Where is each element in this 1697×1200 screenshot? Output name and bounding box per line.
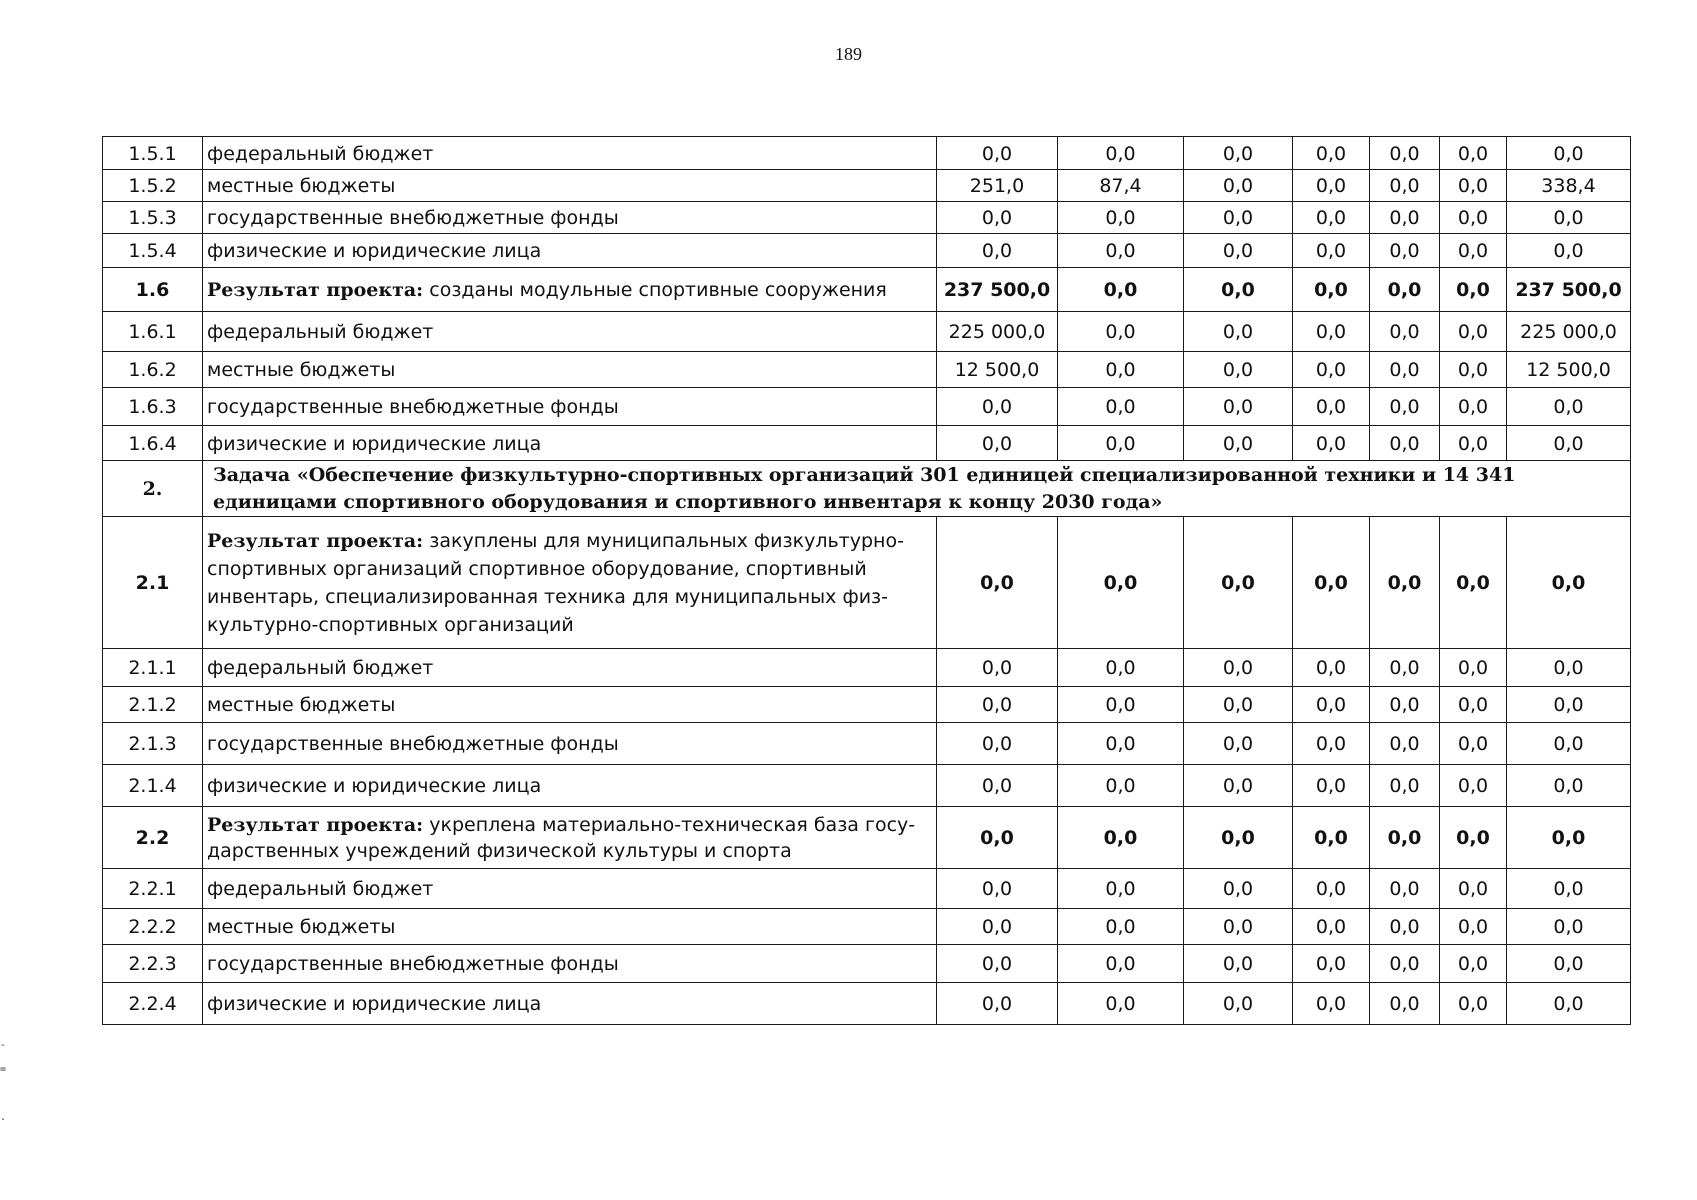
year-value: 0,0	[937, 983, 1058, 1025]
year-value: 0,0	[1293, 869, 1370, 909]
result-description	[203, 268, 937, 312]
year-value: 0,0	[1184, 312, 1293, 352]
year-value: 0,0	[1058, 388, 1184, 426]
year-value: 0,0	[1293, 723, 1370, 765]
year-value: 0,0	[1184, 388, 1293, 426]
funding-source	[203, 983, 937, 1025]
total-value: 237 500,0	[1507, 268, 1631, 312]
year-value: 0,0	[1440, 807, 1507, 869]
year-value: 87,4	[1058, 170, 1184, 202]
year-value: 237 500,0	[937, 268, 1058, 312]
description-text: местные бюджеты	[207, 175, 396, 197]
year-value: 0,0	[1370, 765, 1440, 807]
year-value: 0,0	[1440, 234, 1507, 268]
description-text: закуплены для муниципальных физкультурно-спортивных организаций спортивное оборудование, спортивный инвентарь, специализированная техника для муниципальных физ-культурно-спортивных организаций	[207, 529, 904, 636]
funding-source	[203, 426, 937, 461]
description-text: государственные внебюджетные фонды	[207, 207, 619, 229]
year-value: 0,0	[1293, 137, 1370, 170]
row-number: 1.6.2	[103, 352, 203, 388]
total-value: 0,0	[1507, 945, 1631, 983]
total-value: 0,0	[1507, 234, 1631, 268]
year-value: 0,0	[1293, 909, 1370, 945]
year-value: 0,0	[1184, 352, 1293, 388]
total-value: 0,0	[1507, 723, 1631, 765]
description-text: государственные внебюджетные фонды	[207, 396, 619, 418]
year-value: 0,0	[1440, 909, 1507, 945]
year-value: 0,0	[1058, 202, 1184, 234]
result-description	[203, 807, 937, 869]
year-value: 0,0	[1058, 312, 1184, 352]
funding-source	[203, 352, 937, 388]
table-row	[103, 869, 1631, 909]
year-value: 0,0	[1440, 649, 1507, 687]
result-label: Результат проекта:	[207, 814, 424, 836]
year-value: 0,0	[1440, 268, 1507, 312]
table-row	[103, 388, 1631, 426]
year-value: 0,0	[1058, 517, 1184, 649]
year-value: 0,0	[1370, 312, 1440, 352]
total-value: 0,0	[1507, 426, 1631, 461]
row-number: 2.	[103, 461, 203, 517]
year-value: 0,0	[1293, 517, 1370, 649]
year-value: 0,0	[1370, 352, 1440, 388]
year-value: 0,0	[937, 945, 1058, 983]
year-value: 0,0	[1370, 983, 1440, 1025]
year-value: 0,0	[1440, 983, 1507, 1025]
year-value: 0,0	[1370, 170, 1440, 202]
year-value: 0,0	[1058, 268, 1184, 312]
year-value: 0,0	[1440, 202, 1507, 234]
year-value: 0,0	[937, 426, 1058, 461]
description-text: федеральный бюджет	[207, 878, 434, 900]
year-value: 0,0	[1370, 426, 1440, 461]
row-number: 2.1.4	[103, 765, 203, 807]
year-value: 0,0	[1058, 426, 1184, 461]
year-value: 0,0	[1058, 234, 1184, 268]
year-value: 0,0	[1058, 945, 1184, 983]
year-value: 0,0	[1440, 687, 1507, 723]
year-value: 0,0	[937, 202, 1058, 234]
description-text: федеральный бюджет	[207, 321, 434, 343]
funding-source	[203, 649, 937, 687]
year-value: 0,0	[1293, 352, 1370, 388]
description-text: укреплена материально-техническая база госу-дарственных учреждений физической культуры и спорта	[207, 814, 916, 862]
year-value: 0,0	[1058, 687, 1184, 723]
funding-source	[203, 909, 937, 945]
result-label: Результат проекта:	[207, 529, 424, 552]
total-value: 0,0	[1507, 869, 1631, 909]
year-value: 0,0	[1184, 909, 1293, 945]
row-number: 2.1.1	[103, 649, 203, 687]
total-value: 0,0	[1507, 909, 1631, 945]
year-value: 0,0	[1370, 945, 1440, 983]
year-value: 0,0	[1184, 723, 1293, 765]
year-value: 0,0	[1440, 352, 1507, 388]
total-value: 0,0	[1507, 983, 1631, 1025]
total-value: 0,0	[1507, 807, 1631, 869]
funding-source	[203, 202, 937, 234]
task-description: Задача «Обеспечение физкультурно-спортивных организаций 301 единицей специализированной техники и 14 341 единицами спортивного оборудования и спортивного инвентаря к концу 2030 года»	[203, 461, 1631, 517]
funding-source	[203, 388, 937, 426]
total-value: 338,4	[1507, 170, 1631, 202]
year-value: 0,0	[1293, 268, 1370, 312]
year-value: 0,0	[937, 517, 1058, 649]
year-value: 0,0	[1184, 983, 1293, 1025]
year-value: 0,0	[1184, 137, 1293, 170]
row-number: 2.2.4	[103, 983, 203, 1025]
result-label: Результат проекта:	[207, 279, 424, 301]
table-row	[103, 649, 1631, 687]
table-row	[103, 312, 1631, 352]
row-number: 2.2.3	[103, 945, 203, 983]
year-value: 0,0	[1370, 234, 1440, 268]
year-value: 0,0	[1440, 723, 1507, 765]
year-value: 0,0	[1440, 765, 1507, 807]
funding-source	[203, 765, 937, 807]
year-value: 0,0	[1058, 765, 1184, 807]
year-value: 0,0	[1440, 388, 1507, 426]
row-number: 1.6	[103, 268, 203, 312]
total-value: 0,0	[1507, 517, 1631, 649]
row-number: 2.1.2	[103, 687, 203, 723]
year-value: 0,0	[1058, 723, 1184, 765]
row-number: 2.1	[103, 517, 203, 649]
description-text: местные бюджеты	[207, 916, 396, 938]
funding-source	[203, 869, 937, 909]
table-row	[103, 517, 1631, 649]
year-value: 0,0	[1293, 945, 1370, 983]
year-value: 0,0	[1293, 312, 1370, 352]
total-value: 12 500,0	[1507, 352, 1631, 388]
year-value: 0,0	[1184, 945, 1293, 983]
year-value: 0,0	[937, 723, 1058, 765]
row-number: 1.5.3	[103, 202, 203, 234]
table-row	[103, 137, 1631, 170]
description-text: государственные внебюджетные фонды	[207, 733, 619, 755]
table-row	[103, 723, 1631, 765]
year-value: 0,0	[937, 234, 1058, 268]
row-number: 2.1.3	[103, 723, 203, 765]
year-value: 0,0	[1293, 983, 1370, 1025]
year-value: 0,0	[1058, 807, 1184, 869]
year-value: 0,0	[1058, 909, 1184, 945]
description-text: физические и юридические лица	[207, 240, 542, 262]
year-value: 0,0	[1184, 202, 1293, 234]
description-text: государственные внебюджетные фонды	[207, 953, 619, 975]
year-value: 0,0	[1184, 517, 1293, 649]
funding-source	[203, 687, 937, 723]
year-value: 0,0	[1370, 268, 1440, 312]
table-row	[103, 202, 1631, 234]
year-value: 0,0	[1370, 807, 1440, 869]
funding-source	[203, 170, 937, 202]
year-value: 0,0	[937, 137, 1058, 170]
table-row	[103, 268, 1631, 312]
table-body	[103, 137, 1631, 1025]
page-number: 189	[835, 44, 862, 64]
year-value: 0,0	[937, 765, 1058, 807]
year-value: 0,0	[1293, 202, 1370, 234]
row-number: 2.2.2	[103, 909, 203, 945]
description-text: местные бюджеты	[207, 694, 396, 716]
funding-source	[203, 723, 937, 765]
year-value: 0,0	[1370, 649, 1440, 687]
year-value: 0,0	[1440, 945, 1507, 983]
year-value: 0,0	[1440, 426, 1507, 461]
year-value: 0,0	[1293, 765, 1370, 807]
total-value: 0,0	[1507, 649, 1631, 687]
year-value: 0,0	[1293, 234, 1370, 268]
year-value: 0,0	[1058, 352, 1184, 388]
table-row	[103, 687, 1631, 723]
total-value: 0,0	[1507, 388, 1631, 426]
year-value: 0,0	[1184, 869, 1293, 909]
table-row	[103, 909, 1631, 945]
description-text: федеральный бюджет	[207, 657, 434, 679]
row-number: 1.5.1	[103, 137, 203, 170]
year-value: 0,0	[1184, 807, 1293, 869]
year-value: 0,0	[1293, 807, 1370, 869]
description-text: федеральный бюджет	[207, 142, 434, 165]
total-value: 225 000,0	[1507, 312, 1631, 352]
row-number: 2.2.1	[103, 869, 203, 909]
year-value: 0,0	[1370, 517, 1440, 649]
year-value: 225 000,0	[937, 312, 1058, 352]
table-row	[103, 461, 1631, 517]
year-value: 0,0	[1440, 137, 1507, 170]
year-value: 0,0	[1370, 687, 1440, 723]
year-value: 0,0	[937, 649, 1058, 687]
table-row	[103, 945, 1631, 983]
year-value: 0,0	[1370, 202, 1440, 234]
description-text: физические и юридические лица	[207, 775, 542, 797]
year-value: 0,0	[937, 388, 1058, 426]
row-number: 1.6.1	[103, 312, 203, 352]
funding-source	[203, 312, 937, 352]
year-value: 251,0	[937, 170, 1058, 202]
year-value: 0,0	[1293, 388, 1370, 426]
year-value: 0,0	[1293, 687, 1370, 723]
year-value: 0,0	[1293, 170, 1370, 202]
description-text: созданы модульные спортивные сооружения	[429, 279, 887, 301]
description-text: местные бюджеты	[207, 359, 396, 381]
year-value: 0,0	[1293, 649, 1370, 687]
year-value: 0,0	[1184, 687, 1293, 723]
row-number: 1.5.4	[103, 234, 203, 268]
year-value: 0,0	[937, 909, 1058, 945]
year-value: 0,0	[1370, 909, 1440, 945]
total-value: 0,0	[1507, 765, 1631, 807]
margin-marks: - = .	[0, 1040, 7, 1123]
funding-source	[203, 945, 937, 983]
year-value: 0,0	[1370, 388, 1440, 426]
total-value: 0,0	[1507, 137, 1631, 170]
year-value: 0,0	[937, 807, 1058, 869]
row-number: 1.6.3	[103, 388, 203, 426]
table-row	[103, 234, 1631, 268]
year-value: 0,0	[1184, 234, 1293, 268]
description-text: физические и юридические лица	[207, 432, 542, 455]
row-number: 1.6.4	[103, 426, 203, 461]
total-value: 0,0	[1507, 202, 1631, 234]
table-row	[103, 983, 1631, 1025]
year-value: 0,0	[1184, 268, 1293, 312]
table-row	[103, 765, 1631, 807]
year-value: 0,0	[1184, 426, 1293, 461]
funding-source	[203, 137, 937, 170]
year-value: 0,0	[1184, 765, 1293, 807]
table-row	[103, 170, 1631, 202]
table-row	[103, 352, 1631, 388]
year-value: 0,0	[1184, 170, 1293, 202]
row-number: 1.5.2	[103, 170, 203, 202]
total-value: 0,0	[1507, 687, 1631, 723]
year-value: 0,0	[1058, 983, 1184, 1025]
year-value: 0,0	[937, 687, 1058, 723]
row-number: 2.2	[103, 807, 203, 869]
year-value: 0,0	[1440, 170, 1507, 202]
year-value: 0,0	[1370, 723, 1440, 765]
result-description	[203, 517, 937, 649]
year-value: 0,0	[1370, 869, 1440, 909]
year-value: 0,0	[1058, 649, 1184, 687]
year-value: 0,0	[1440, 312, 1507, 352]
year-value: 0,0	[1058, 869, 1184, 909]
table-row	[103, 807, 1631, 869]
year-value: 0,0	[937, 869, 1058, 909]
year-value: 0,0	[1440, 517, 1507, 649]
year-value: 0,0	[1293, 426, 1370, 461]
table-row	[103, 426, 1631, 461]
year-value: 0,0	[1184, 649, 1293, 687]
budget-table	[102, 136, 1631, 1025]
year-value: 12 500,0	[937, 352, 1058, 388]
year-value: 0,0	[1370, 137, 1440, 170]
description-text: физические и юридические лица	[207, 993, 542, 1015]
year-value: 0,0	[1058, 137, 1184, 170]
funding-source	[203, 234, 937, 268]
year-value: 0,0	[1440, 869, 1507, 909]
